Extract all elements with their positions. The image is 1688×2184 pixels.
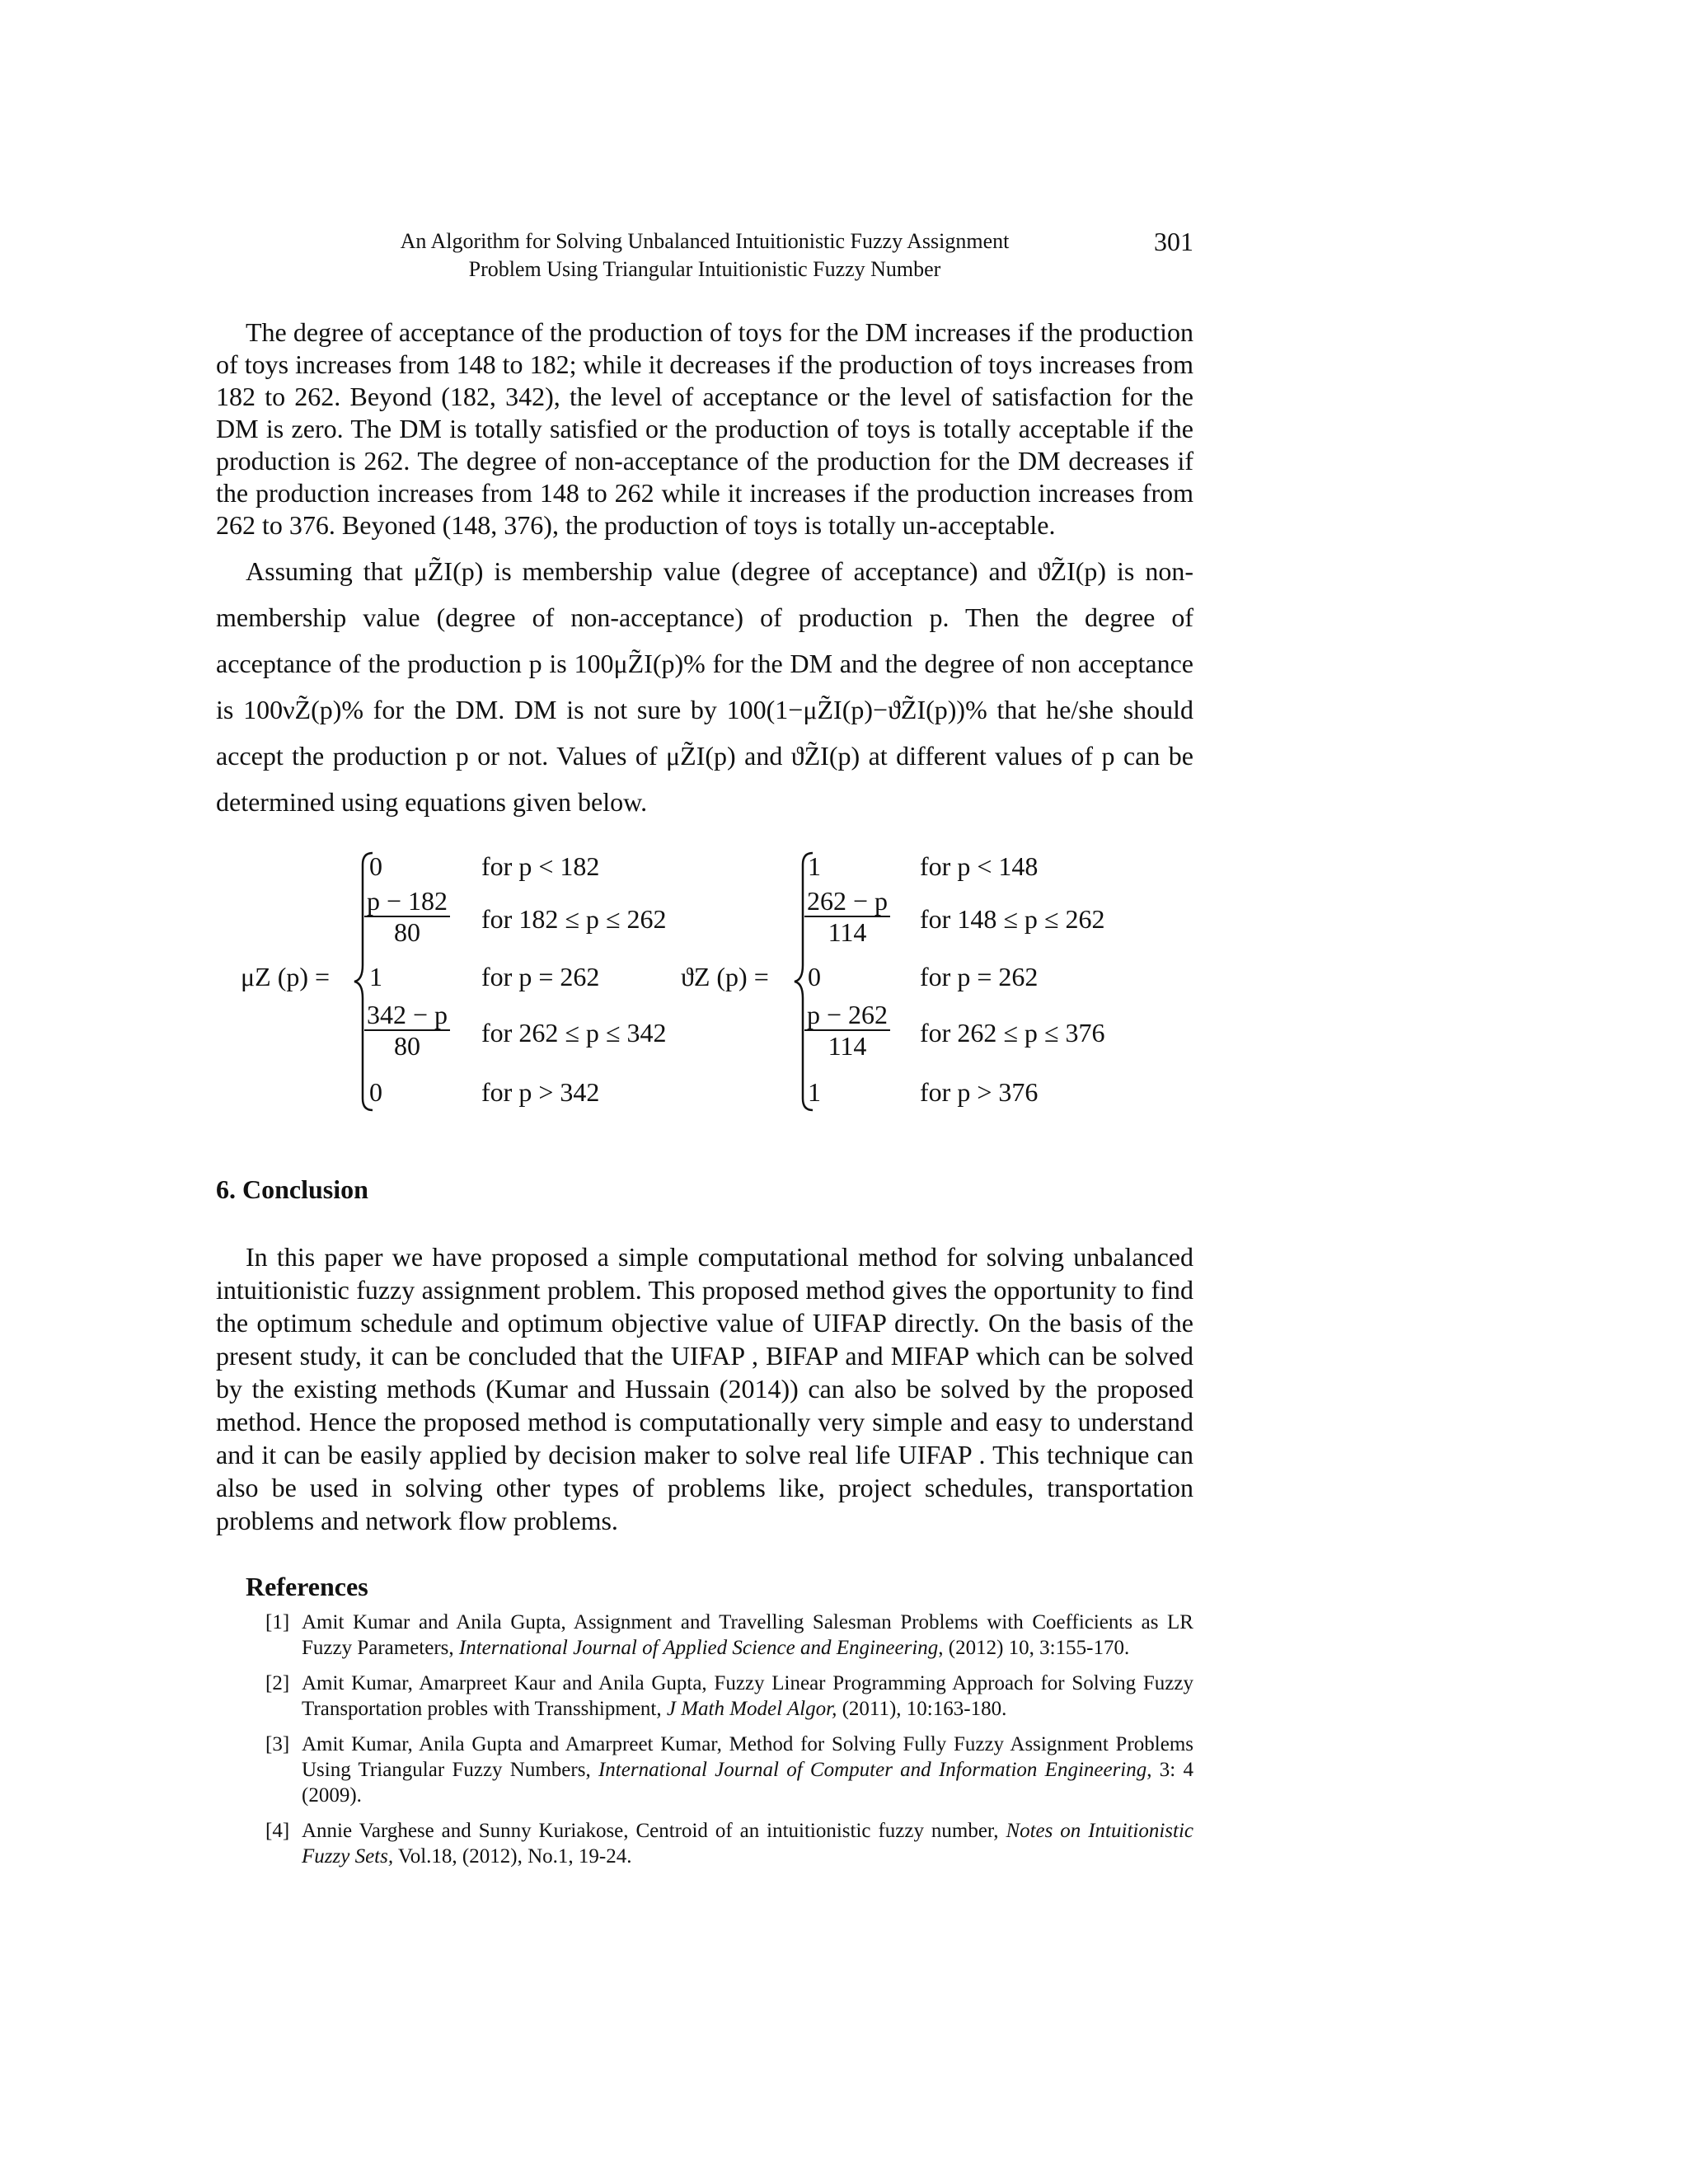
- page-number: 301: [1154, 227, 1193, 256]
- reference-item: [216, 1732, 1193, 1808]
- page: [216, 227, 1193, 1879]
- theta-case-5-value: 1: [808, 1077, 821, 1107]
- reference-tail: , (2012) 10, 3:155-170.: [938, 1637, 1130, 1659]
- references-list: [216, 1610, 1193, 1869]
- theta-case-2-condition: for 148 ≤ p ≤ 262: [920, 904, 1105, 934]
- reference-item: [216, 1671, 1193, 1722]
- reference-number: [2]: [265, 1672, 290, 1694]
- reference-journal: International Journal of Computer and Information Engineering: [598, 1759, 1147, 1781]
- reference-journal: Notes on Intuitionistic Fuzzy Sets,: [302, 1820, 1194, 1868]
- mu-case-2-fraction: [364, 886, 450, 947]
- header-title-line2: Problem Using Triangular Intuitionistic Fuzzy Number: [468, 257, 941, 281]
- theta-case-3-condition: for p = 262: [920, 962, 1039, 991]
- references-heading: References: [246, 1572, 368, 1601]
- theta-case-1-condition: for p < 148: [920, 851, 1039, 881]
- mu-case-3-value: 1: [369, 962, 382, 991]
- body-paragraph-2: Assuming that μZ̃I(p) is membership value (degree of acceptance) and ϑZ̃I(p) is non-membership value (degree of non-acceptance) of production p. Then the degree of acceptance of the production p is 100μZ̃I(p)% for the DM and the degree of non acceptance is 100νZ̃(p)% for the DM. DM is not sure by 100(1−μZ̃I(p)−ϑZ̃I(p))% that he/she should accept the production p or not. Values of μZ̃I(p) and ϑZ̃I(p) at different values of p can be determined using equations given below.: [216, 556, 1193, 817]
- theta-case-3-value: 0: [808, 962, 821, 991]
- reference-item: [216, 1610, 1193, 1661]
- reference-journal: J Math Model Algor,: [666, 1698, 837, 1720]
- theta-case-4-condition: for 262 ≤ p ≤ 376: [920, 1018, 1105, 1047]
- mu-case-2-condition: for 182 ≤ p ≤ 262: [481, 904, 667, 934]
- reference-number: [1]: [265, 1611, 290, 1633]
- membership-equation: [216, 850, 678, 1113]
- mu-case-2-numerator: p − 182: [364, 886, 450, 917]
- reference-journal: International Journal of Applied Science and Engineering: [458, 1637, 939, 1659]
- conclusion-heading: 6. Conclusion: [216, 1174, 368, 1204]
- theta-case-1-value: 1: [808, 851, 821, 881]
- header-title-line1: An Algorithm for Solving Unbalanced Intuitionistic Fuzzy Assignment: [400, 229, 1010, 253]
- conclusion-section: [216, 1240, 1193, 1537]
- non-membership-equation: [681, 850, 1192, 1113]
- piecewise-equations: [216, 850, 1193, 1113]
- reference-tail: , 3: 4 (2009).: [302, 1759, 1193, 1807]
- body-paragraph-1: The degree of acceptance of the production of toys for the DM increases if the production of toys increases from 148 to 182; while it decreases if the production of toys increases from 182 to 262. Beyond (182, 342), the level of acceptance or the level of satisfaction for the DM is zero. The DM is totally satisfied or the production of toys is totally acceptable if the production is 262. The degree of non-acceptance of the production for the DM decreases if the production increases from 148 to 262 while it increases if the production increases from 262 to 376. Beyoned (148, 376), the production of toys is totally un-acceptable.: [216, 317, 1193, 540]
- reference-text: Amit Kumar and Anila Gupta, Assignment and Travelling Salesman Problems with Coefficients as LR Fuzzy Parameters,: [302, 1611, 1193, 1659]
- theta-case-4-fraction: [804, 1000, 890, 1061]
- mu-case-3-condition: for p = 262: [481, 962, 600, 991]
- theta-case-2-numerator: 262 − p: [804, 886, 890, 917]
- reference-number: [4]: [265, 1820, 290, 1842]
- running-header: [216, 227, 1193, 293]
- conclusion-paragraph: In this paper we have proposed a simple computational method for solving unbalanced intuitionistic fuzzy assignment problem. This proposed method gives the opportunity to find the optimum schedule and optimum objective value of UIFAP directly. On the basis of the present study, it can be concluded that the UIFAP , BIFAP and MIFAP which can be solved by the existing methods (Kumar and Hussain (2014)) can also be solved by the proposed method. Hence the proposed method is computationally very simple and easy to understand and it can be easily applied by decision maker to solve real life UIFAP . This technique can also be used in solving other types of problems like, project schedules, transportation problems and network flow problems.: [216, 1242, 1193, 1535]
- mu-case-5-value: 0: [369, 1077, 382, 1107]
- mu-lhs: μZ (p) =: [241, 962, 331, 991]
- theta-lhs: ϑZ (p) =: [681, 962, 769, 991]
- theta-case-2-fraction: [804, 886, 890, 947]
- mu-case-4-numerator: 342 − p: [364, 1000, 450, 1031]
- reference-text: Amit Kumar, Anila Gupta and Amarpreet Kumar, Method for Solving Fully Fuzzy Assignment Problems Using Triangular Fuzzy Numbers,: [302, 1733, 1193, 1781]
- reference-item: [216, 1818, 1193, 1869]
- mu-case-4-fraction: [364, 1000, 450, 1061]
- mu-case-4-condition: for 262 ≤ p ≤ 342: [481, 1018, 667, 1047]
- mu-case-1-condition: for p < 182: [481, 851, 600, 881]
- mu-case-5-condition: for p > 342: [481, 1077, 600, 1107]
- mu-case-1-value: 0: [369, 851, 382, 881]
- theta-case-2-denominator: 114: [828, 917, 867, 947]
- theta-case-5-condition: for p > 376: [920, 1077, 1039, 1107]
- reference-text: Annie Varghese and Sunny Kuriakose, Centroid of an intuitionistic fuzzy number,: [302, 1820, 1006, 1842]
- mu-case-4-denominator: 80: [394, 1031, 420, 1061]
- reference-tail: (2011), 10:163-180.: [837, 1698, 1007, 1720]
- theta-case-4-numerator: p − 262: [804, 1000, 890, 1031]
- mu-case-2-denominator: 80: [394, 917, 420, 947]
- reference-text: Amit Kumar, Amarpreet Kaur and Anila Gupta, Fuzzy Linear Programming Approach for Solving Fuzzy Transportation probles with Transshipment,: [302, 1672, 1193, 1720]
- reference-tail: Vol.18, (2012), No.1, 19-24.: [393, 1845, 632, 1868]
- theta-case-4-denominator: 114: [828, 1031, 867, 1061]
- reference-number: [3]: [265, 1733, 290, 1755]
